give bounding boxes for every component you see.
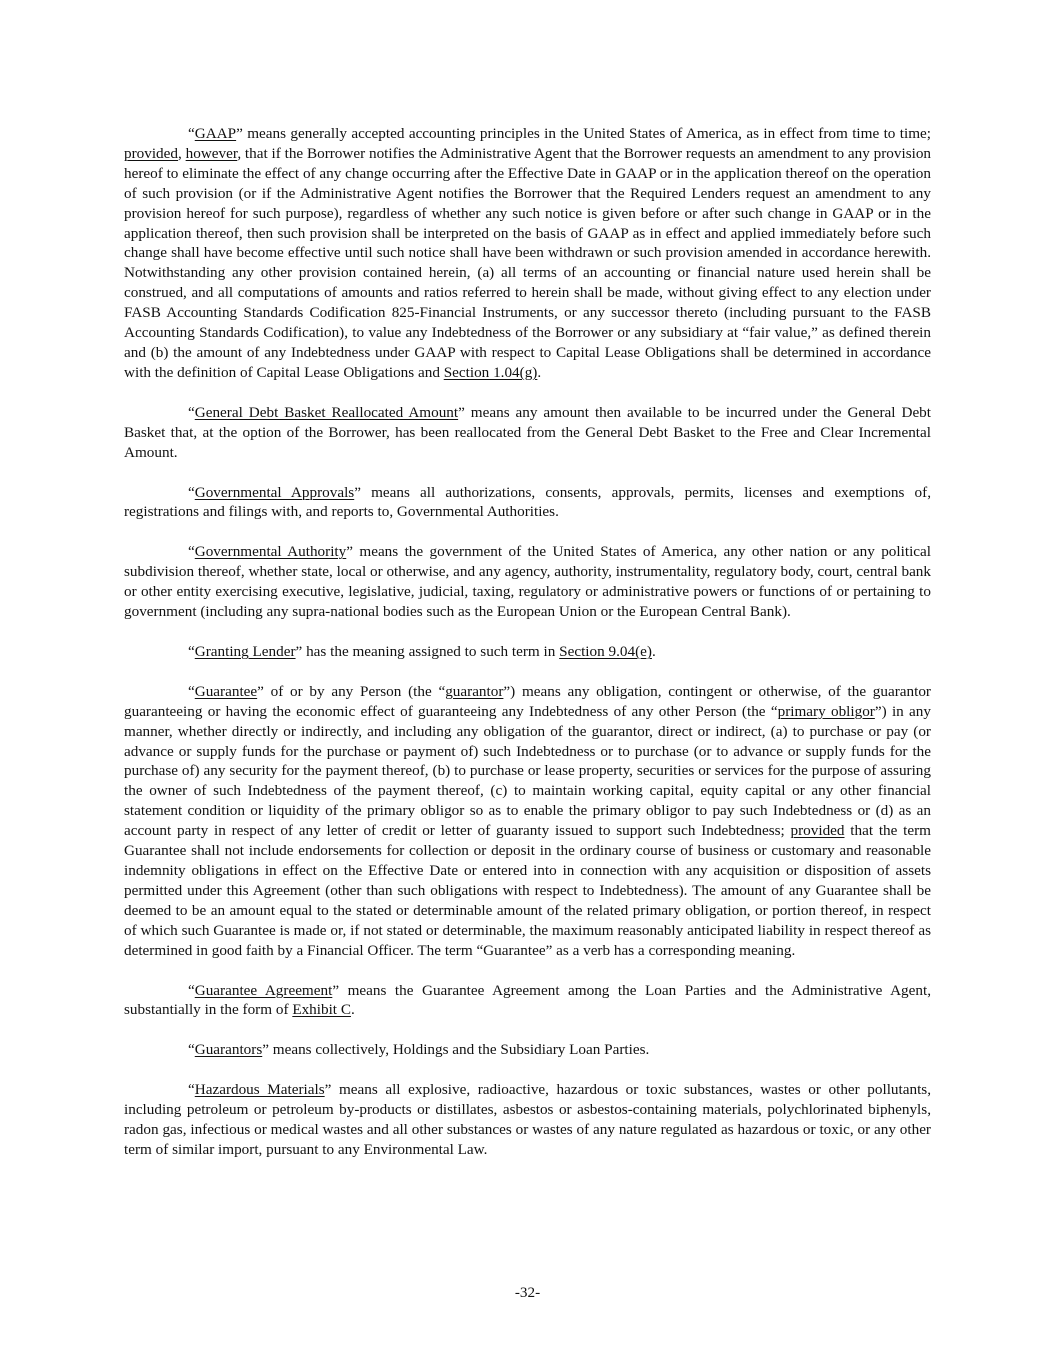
definition-gaap	[124, 124, 931, 383]
defined-term: Governmental Authority	[194, 543, 347, 561]
text-segment: ” means all authorizations, consents, approvals, permits, licenses and exemptions of, registrations and filings with, and reports to, Governmental Authorities.	[124, 483, 932, 521]
definition-guarantee-agreement	[124, 981, 931, 1021]
definition-granting-lender	[124, 642, 931, 662]
text-segment: “	[188, 642, 195, 660]
text-segment: “	[188, 483, 195, 501]
defined-term: Hazardous Materials	[194, 1081, 325, 1099]
text-segment: ,	[178, 144, 186, 162]
defined-term: Governmental Approvals	[194, 483, 355, 501]
definition-governmental-approvals	[124, 483, 931, 523]
text-segment: “	[188, 403, 195, 421]
section-reference: Section 9.04(e)	[559, 642, 652, 660]
text-segment: ” means collectively, Holdings and the Subsidiary Loan Parties.	[262, 1041, 650, 1059]
text-segment: that the term Guarantee shall not include endorsements for collection or deposit in the ordinary course of business or customary and reasonable indemnity obligations in effect on the Effective Date or entered into in connection with any acquisition or disposition of assets permitted under this Agreement (other than such obligations with respect to Indebtedness). The amount of any Guarantee shall be deemed to be an amount equal to the stated or determinable amount of the related primary obligation, or portion thereof, in respect of which such Guarantee is made or, if not stated or determinable, the maximum reasonably anticipated liability in respect thereof as determined in good faith by a Financial Officer. The term “Guarantee” as a verb has a corresponding meaning.	[124, 822, 931, 959]
defined-term: Guarantors	[194, 1041, 263, 1059]
text-segment: ” means the government of the United States of America, any other nation or any political subdivision thereof, whether state, local or otherwise, and any agency, authority, instrumentality, regulatory body, court, central bank or other entity exercising executive, legislative, judicial, taxing, regulatory or administrative powers or functions of or pertaining to government (including any supra-national bodies such as the European Union or the European Central Bank).	[124, 543, 931, 621]
defined-term: guarantor	[445, 682, 504, 700]
proviso-term: however	[185, 144, 238, 162]
text-segment: ” means all explosive, radioactive, hazardous or toxic substances, wastes or other pollutants, including petroleum or petroleum by-products or distillates, asbestos or asbestos-containing materials, polychlorinated biphenyls, radon gas, infectious or medical wastes and all other substances or wastes of any nature regulated as hazardous or toxic, or any other term of similar import, pursuant to any Environmental Law.	[124, 1081, 932, 1158]
text-segment: “	[188, 1041, 195, 1059]
text-segment: “	[188, 682, 195, 700]
text-segment: .	[537, 363, 542, 381]
proviso-term: provided	[790, 822, 845, 840]
text-segment: .	[350, 1001, 355, 1019]
page-number: -32-	[514, 1284, 541, 1301]
text-segment: “	[188, 1081, 195, 1099]
defined-term: Granting Lender	[194, 642, 296, 660]
definition-hazardous-materials	[124, 1080, 931, 1160]
text-segment: “	[188, 981, 195, 999]
definition-guarantors	[124, 1040, 931, 1060]
defined-term: Guarantee Agreement	[194, 981, 333, 999]
text-segment: ” has the meaning assigned to such term in	[295, 642, 560, 660]
text-segment: “	[188, 543, 195, 561]
text-segment: ” means generally accepted accounting principles in the United States of America, as in effect from time to time;	[236, 125, 931, 142]
defined-term: Guarantee	[194, 682, 258, 700]
defined-term: primary obligor	[777, 702, 875, 720]
defined-term: General Debt Basket Reallocated Amount	[194, 403, 459, 421]
defined-term: GAAP	[194, 125, 237, 142]
definition-general-debt-basket-reallocated-amount	[124, 403, 931, 463]
text-segment: ” of or by any Person (the “	[257, 682, 446, 700]
definition-guarantee	[124, 682, 931, 961]
text-segment: ” means the Guarantee Agreement among the Loan Parties and the Administrative Agent, substantially in the form of	[124, 981, 931, 1019]
exhibit-reference: Exhibit C	[292, 1001, 351, 1019]
text-segment: .	[651, 642, 656, 660]
text-segment: “	[188, 125, 195, 142]
text-segment: ” means any amount then available to be incurred under the General Debt Basket that, at the option of the Borrower, has been reallocated from the General Debt Basket to the Free and Clear Incremental Amount.	[124, 403, 931, 461]
document-page	[124, 124, 931, 1180]
proviso-term: provided	[124, 144, 178, 162]
section-reference: Section 1.04(g)	[443, 363, 538, 381]
text-segment: ”) means any obligation, contingent or otherwise, of the guarantor guaranteeing or having the economic effect of guaranteeing any Indebtedness of any other Person (the “	[124, 682, 931, 720]
text-segment: ”) in any manner, whether directly or indirectly, and including any obligation of the guarantor, direct or indirect, (a) to purchase or pay (or advance or supply funds for the purchase or payment of) such Indebtedness or to purchase (or to advance or supply funds for the purchase of) any security for the payment thereof, (b) to purchase or lease property, securities or services for the purpose of assuring the owner of such Indebtedness of the payment thereof, (c) to maintain working capital, equity capital or any other financial statement condition or liquidity of the primary obligor so as to enable the primary obligor to pay such Indebtedness or (d) as an account party in respect of any letter of credit or letter of guaranty issued to support such Indebtedness;	[124, 702, 931, 840]
definition-governmental-authority	[124, 542, 931, 622]
text-segment: , that if the Borrower notifies the Administrative Agent that the Borrower requests an amendment to any provision hereof to eliminate the effect of any change occurring after the Effective Date in GAAP or in the application thereof on the operation of such provision (or if the Administrative Agent notifies the Borrower that the Required Lenders request an amendment to any provision hereof for such purpose), regardless of whether any such notice is given before or after such change in GAAP or in the application thereof, then such provision shall be interpreted on the basis of GAAP as in effect and applied immediately before such change shall have become effective until such notice shall have been withdrawn or such provision amended in accordance herewith. Notwithstanding any other provision contained herein, (a) all terms of an accounting or financial nature used herein shall be construed, and all computations of amounts and ratios referred to herein shall be made, without giving effect to any election under FASB Accounting Standards Codification 825-Financial Instruments, or any successor thereto (including pursuant to the FASB Accounting Standards Codification), to value any Indebtedness of the Borrower or any subsidiary at “fair value,” as defined therein and (b) the amount of any Indebtedness under GAAP with respect to Capital Lease Obligations shall be determined in accordance with the definition of Capital Lease Obligations and	[124, 144, 932, 381]
